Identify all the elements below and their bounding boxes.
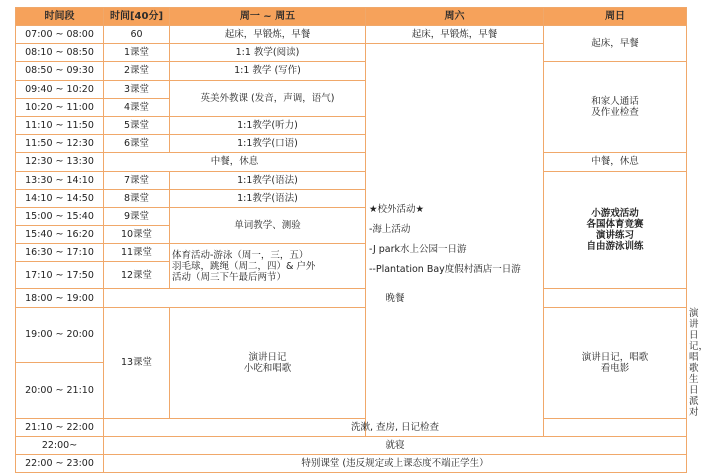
weekday-lunch-cell: 中餐，休息 <box>104 153 366 171</box>
period-cell: 13课堂 <box>104 307 170 418</box>
weekday-cell: 1:1教学(听力) <box>170 116 366 134</box>
time-cell: 20:00 ~ 21:10 <box>16 363 104 419</box>
period-cell: 2课堂 <box>104 62 170 80</box>
time-cell: 18:00 ~ 19:00 <box>16 289 104 307</box>
saturday-activity-item: -J park水上公园一日游 <box>369 244 467 255</box>
weekday-cell: 1:1 教学(阅读) <box>170 44 366 62</box>
period-cell: 1课堂 <box>104 44 170 62</box>
period-cell: 9课堂 <box>104 207 170 225</box>
sleep-cell: 就寝 <box>104 436 687 454</box>
time-cell: 12:30 ~ 13:30 <box>16 153 104 171</box>
sunday-call-line: 和家人通话 <box>591 96 639 108</box>
table-row <box>16 436 687 454</box>
table-row <box>16 455 687 473</box>
table-row <box>16 26 687 44</box>
sunday-games-cell <box>544 171 687 289</box>
period-cell: 8课堂 <box>104 189 170 207</box>
period-cell: 5课堂 <box>104 116 170 134</box>
time-cell: 15:40 ~ 16:20 <box>16 226 104 244</box>
sunday-games-line: 各国体育竞赛 <box>586 218 644 230</box>
dinner-cell: 晚餐 <box>104 289 687 307</box>
time-cell: 11:10 ~ 11:50 <box>16 116 104 134</box>
saturday-activity-item: --Plantation Bay度假村酒店一日游 <box>369 264 521 275</box>
time-cell: 22:00~ <box>16 436 104 454</box>
header-saturday: 周六 <box>366 8 544 26</box>
sports-line: 活动（周三下午最后两节） <box>172 271 287 283</box>
sunday-games-line: 自由游泳训练 <box>586 240 644 252</box>
period-cell: 3课堂 <box>104 80 170 98</box>
time-cell: 22:00 ~ 23:00 <box>16 455 104 473</box>
evening-line: 看电影 <box>600 362 630 374</box>
weekday-cell: 起床，早锻炼，早餐 <box>170 26 366 44</box>
period-cell: 60 <box>104 26 170 44</box>
saturday-activity-title: ★校外活动★ <box>369 204 425 215</box>
time-cell: 14:10 ~ 14:50 <box>16 189 104 207</box>
weekday-cell: 1:1教学(语法) <box>170 171 366 189</box>
weekday-sports-cell <box>170 244 366 289</box>
wash-cell: 洗漱, 查房, 日记检查 <box>104 418 687 436</box>
schedule <box>15 7 708 470</box>
header-sunday: 周日 <box>544 8 687 26</box>
special-class-cell: 特别课堂 (违反规定或上课态度不端正学生） <box>104 455 687 473</box>
evening-line: 演讲日记 <box>248 351 287 363</box>
saturday-evening-cell <box>544 307 687 418</box>
sunday-call-line: 及作业检查 <box>591 107 639 119</box>
table-row <box>16 418 687 436</box>
time-cell: 09:40 ~ 10:20 <box>16 80 104 98</box>
sunday-games-line: 小游戏活动 <box>591 207 639 219</box>
period-cell: 11课堂 <box>104 244 170 262</box>
time-cell: 16:30 ~ 17:10 <box>16 244 104 262</box>
period-cell: 6课堂 <box>104 135 170 153</box>
schedule-table <box>15 7 708 473</box>
saturday-activity-item: -海上活动 <box>369 224 411 235</box>
period-cell: 4课堂 <box>104 98 170 116</box>
weekday-evening-cell <box>170 307 366 418</box>
weekday-cell: 1:1教学(口语) <box>170 135 366 153</box>
weekday-cell: 1:1 教学 (写作) <box>170 62 366 80</box>
period-cell: 10课堂 <box>104 226 170 244</box>
time-cell: 15:00 ~ 15:40 <box>16 207 104 225</box>
weekday-esl-cell: 英美外教课 (发音，声调，语气) <box>170 80 366 116</box>
weekday-vocab-cell: 单词教学、测验 <box>170 207 366 243</box>
table-row <box>16 62 687 80</box>
time-cell: 19:00 ~ 20:00 <box>16 307 104 363</box>
header-weekday: 周一 ~ 周五 <box>170 8 366 26</box>
period-cell: 12课堂 <box>104 262 170 289</box>
evening-line: 小吃和唱歌 <box>243 362 292 374</box>
sunday-games-line: 演讲练习 <box>595 229 634 241</box>
table-row <box>16 153 687 171</box>
header-time-slot: 时间段 <box>16 8 104 26</box>
sunday-family-cell <box>544 62 687 153</box>
weekday-cell: 1:1教学(语法) <box>170 189 366 207</box>
period-cell: 7课堂 <box>104 171 170 189</box>
table-row <box>16 171 687 189</box>
table-row: 19:00 ~ 20:00 13课堂 演讲日记 小吃和唱歌 演讲日记，唱歌 看电影 演讲日记，唱歌 生日派对 <box>16 307 687 363</box>
evening-line: 演讲日记，唱歌 <box>581 351 649 363</box>
header-row <box>16 8 687 26</box>
saturday-cell: 起床，早锻炼，早餐 <box>366 26 544 44</box>
table-row <box>16 289 687 307</box>
time-cell: 11:50 ~ 12:30 <box>16 135 104 153</box>
time-cell: 21:10 ~ 22:00 <box>16 418 104 436</box>
sunday-cell: 起床，早餐 <box>544 26 687 62</box>
time-cell: 17:10 ~ 17:50 <box>16 262 104 289</box>
time-cell: 07:00 ~ 08:00 <box>16 26 104 44</box>
header-period: 时间[40分] <box>104 8 170 26</box>
time-cell: 13:30 ~ 14:10 <box>16 171 104 189</box>
saturday-activities-cell <box>366 44 544 437</box>
time-cell: 08:50 ~ 09:30 <box>16 62 104 80</box>
sports-line: 体育活动-游泳（周一，三，五） <box>172 249 309 261</box>
sports-line: 羽毛球，跳绳（周二，四）& 户外 <box>172 260 316 272</box>
sunday-lunch-cell: 中餐，休息 <box>544 153 687 171</box>
time-cell: 10:20 ~ 11:00 <box>16 98 104 116</box>
time-cell: 08:10 ~ 08:50 <box>16 44 104 62</box>
